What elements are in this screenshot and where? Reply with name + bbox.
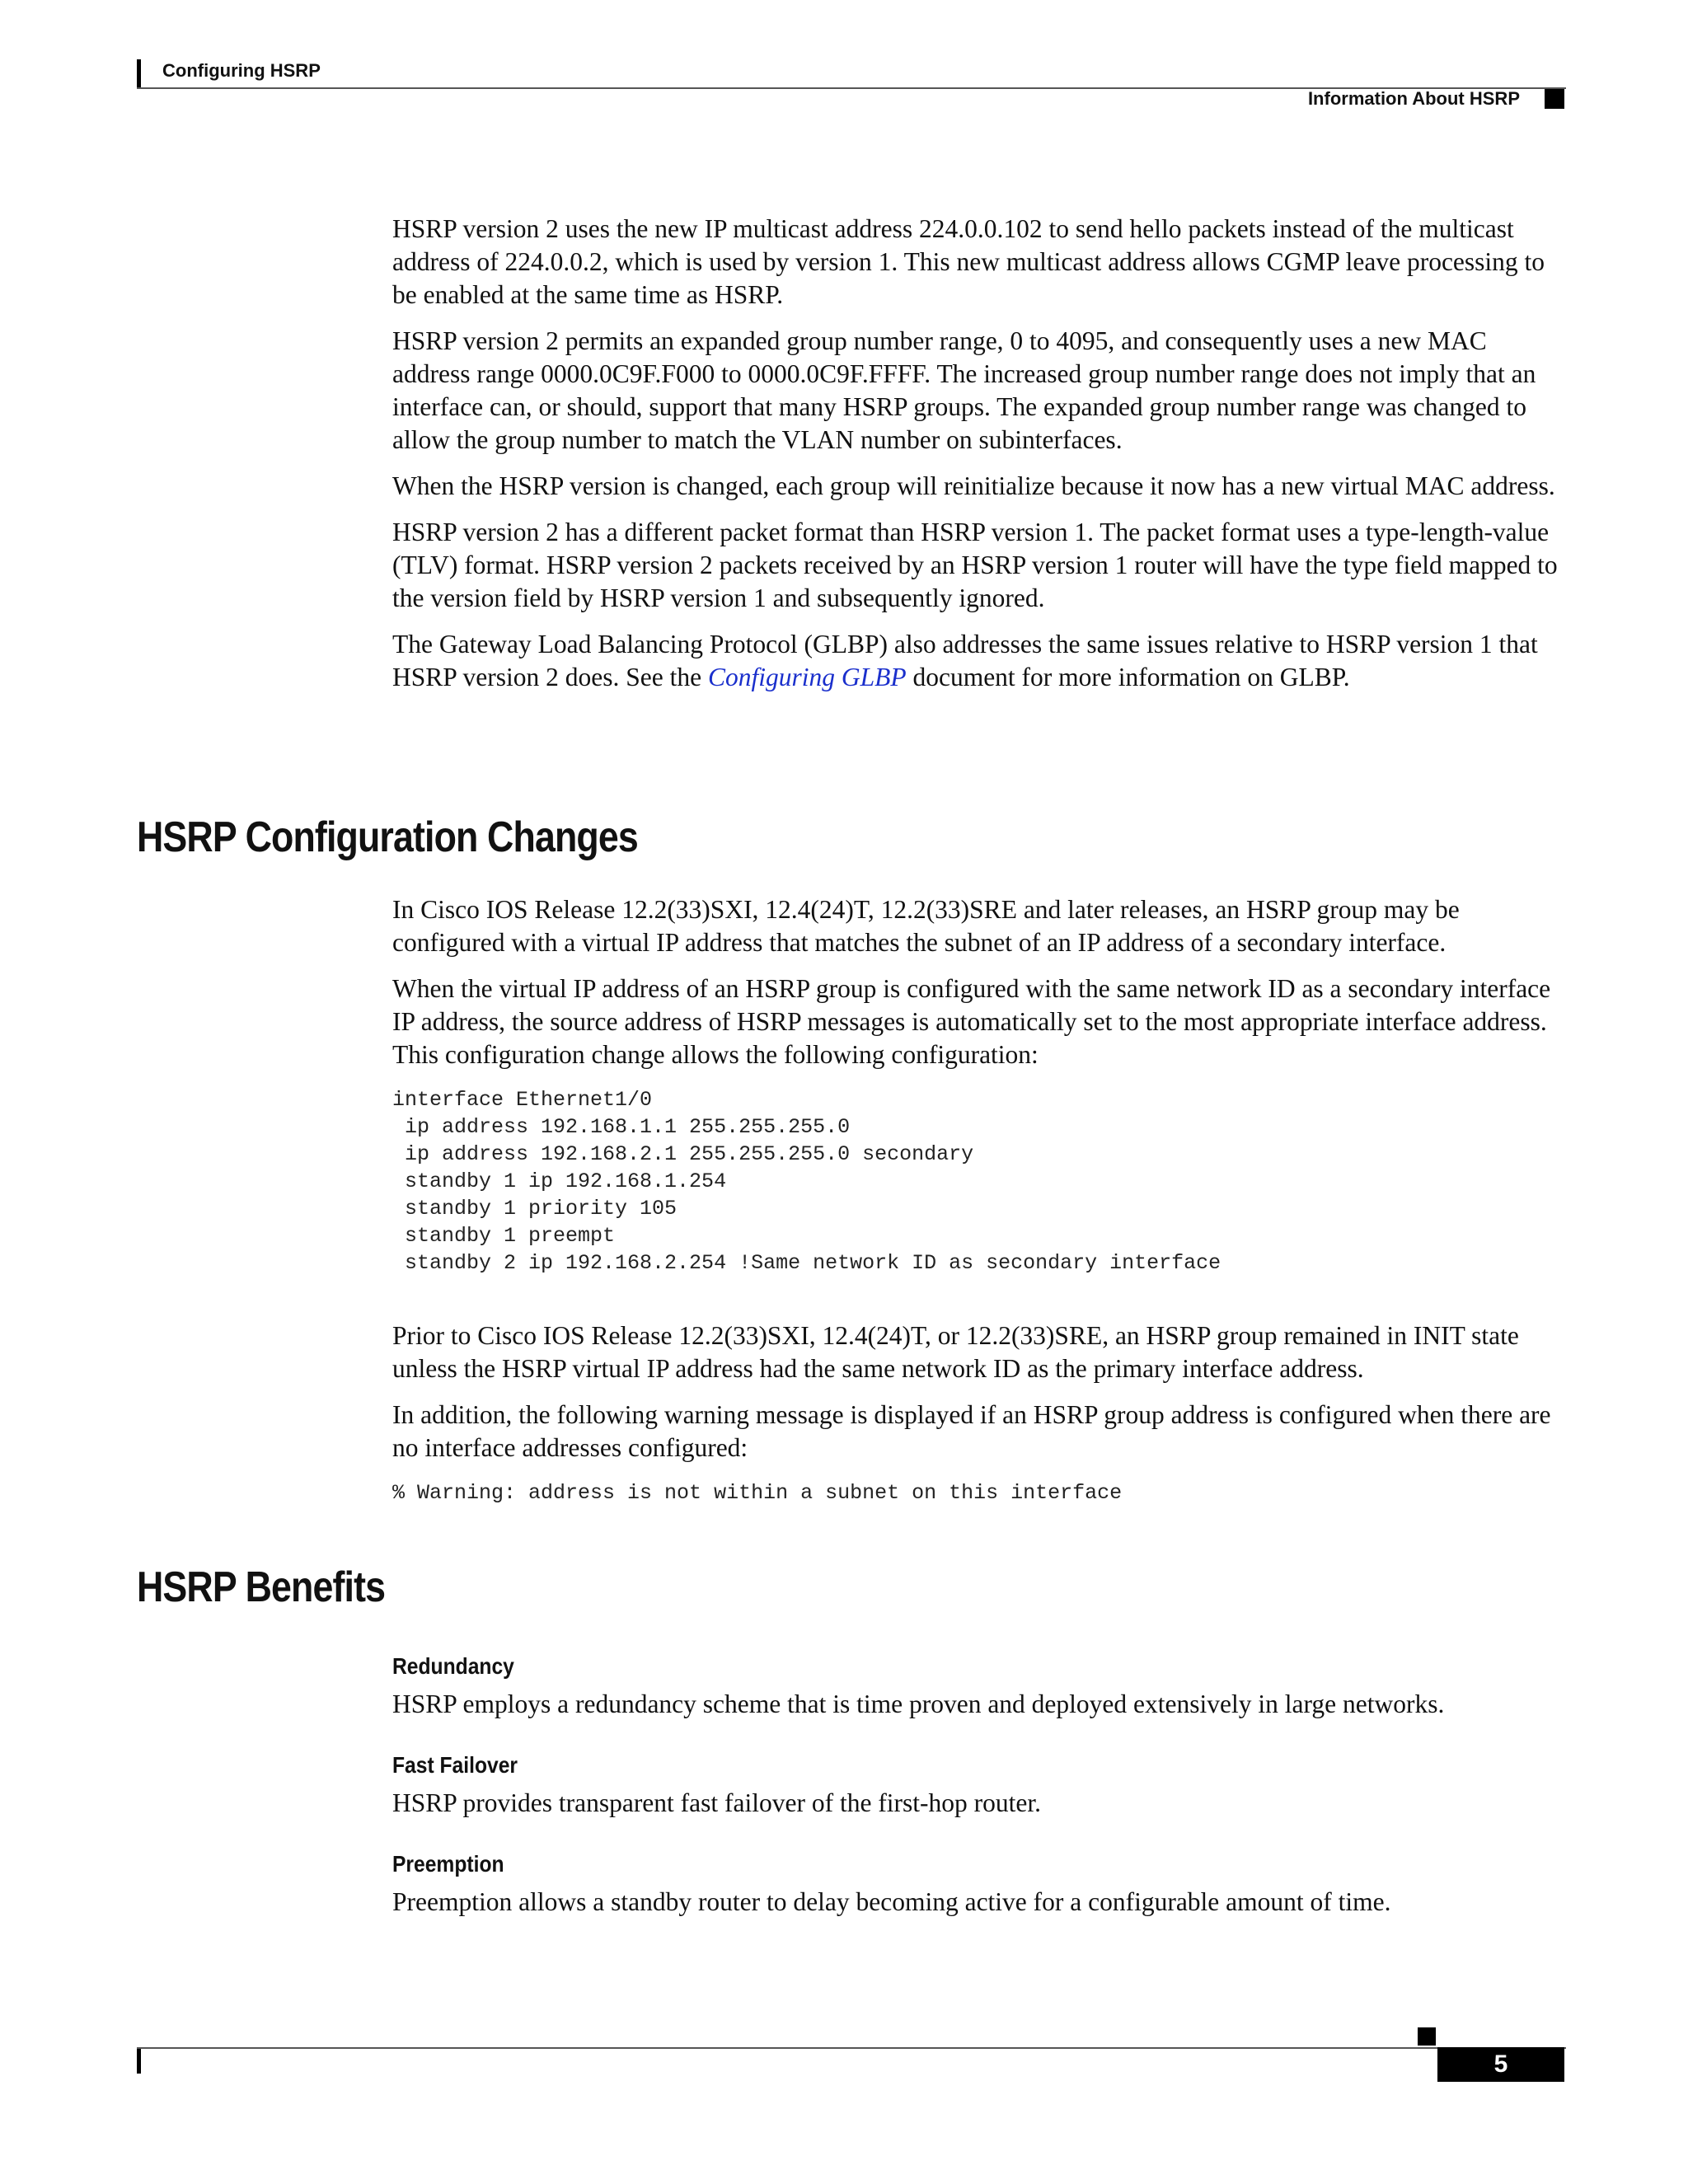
benefit-text: HSRP provides transparent fast failover of the first-hop router. — [392, 1788, 1042, 1817]
benefit-redundancy — [392, 1652, 1563, 1721]
intro-paragraph-1: HSRP version 2 uses the new IP multicast address 224.0.0.102 to send hello packets instead of the multicast address of 224.0.0.2, which is used by version 1. This new multicast address allows CGMP leave processing to be enabled at the same time as HSRP. — [392, 214, 1545, 309]
running-header-section: Information About HSRP — [1307, 88, 1520, 109]
intro-section — [392, 213, 1563, 694]
benefit-title: Fast Failover — [392, 1752, 518, 1778]
running-header-chapter: Configuring HSRP — [137, 59, 321, 87]
intro-paragraph-5 — [392, 628, 1563, 694]
benefits-section — [392, 1652, 1563, 1919]
benefit-fast-failover — [392, 1750, 1563, 1820]
heading-hsrp-configuration-changes: HSRP Configuration Changes — [137, 813, 638, 861]
intro-paragraph-2: HSRP version 2 permits an expanded group number range, 0 to 4095, and consequently uses a new MAC address range 0000.0C9F.F000 to 0000.0C9F.FFFF. The increased group number range does not imply that an interface can, or should, support that many HSRP groups. The expanded group number range was changed to allow the group number to match the VLAN number on subinterfaces. — [392, 326, 1536, 454]
footer-marker — [1418, 2027, 1436, 2046]
intro-paragraph-4: HSRP version 2 has a different packet format than HSRP version 1. The packet format uses a type-length-value (TLV) format. HSRP version 2 packets received by an HSRP version 1 router will have the type field mapped to the version field by HSRP version 1 and subsequently ignored. — [392, 518, 1558, 612]
header-marker — [1545, 89, 1564, 109]
config-changes-paragraph-3: Prior to Cisco IOS Release 12.2(33)SXI, 12.4(24)T, or 12.2(33)SRE, an HSRP group remained in INIT state unless the HSRP virtual IP address had the same network ID as the primary interface address. — [392, 1321, 1519, 1383]
config-changes-section — [392, 893, 1563, 1507]
footer-tick — [137, 2049, 141, 2074]
config-changes-paragraph-2: When the virtual IP address of an HSRP group is configured with the same network ID as a secondary interface IP address, the source address of HSRP messages is automatically set to the most appropriate interface address. This configuration change allows the following configuration: — [392, 974, 1551, 1069]
footer-rule — [137, 2047, 1566, 2049]
page-number: 5 — [1437, 2047, 1564, 2082]
benefit-preemption — [392, 1849, 1563, 1919]
intro-paragraph-3: When the HSRP version is changed, each group will reinitialize because it now has a new virtual MAC address. — [392, 471, 1555, 500]
benefit-title: Redundancy — [392, 1653, 514, 1679]
config-code-block: interface Ethernet1/0 ip address 192.168.1.1 255.255.255.0 ip address 192.168.2.1 255.255.255.0 secondary standby 1 ip 192.168.1.254 standby 1 priority 105 standby 1 preempt standby 2 ip 192.168.2.254 !Same network ID as secondary interface — [392, 1088, 1221, 1275]
heading-hsrp-benefits: HSRP Benefits — [137, 1563, 386, 1611]
benefit-text: Preemption allows a standby router to delay becoming active for a configurable amount of time. — [392, 1887, 1391, 1916]
intro-paragraph-5-after: document for more information on GLBP. — [906, 663, 1350, 691]
configuring-glbp-link[interactable]: Configuring GLBP — [707, 663, 907, 691]
benefit-title: Preemption — [392, 1851, 504, 1877]
benefit-text: HSRP employs a redundancy scheme that is time proven and deployed extensively in large networks. — [392, 1690, 1445, 1718]
warning-code-block: % Warning: address is not within a subnet on this interface — [392, 1481, 1123, 1505]
config-changes-paragraph-1: In Cisco IOS Release 12.2(33)SXI, 12.4(24)T, 12.2(33)SRE and later releases, an HSRP group may be configured with a virtual IP address that matches the subnet of an IP address of a secondary interface. — [392, 895, 1460, 957]
intro-paragraph-5-before: The Gateway Load Balancing Protocol (GLBP) also addresses the same issues relative to HSRP version 1 that HSRP version 2 does. See the — [392, 630, 1538, 691]
config-changes-paragraph-4: In addition, the following warning message is displayed if an HSRP group address is configured when there are no interface addresses configured: — [392, 1400, 1551, 1462]
